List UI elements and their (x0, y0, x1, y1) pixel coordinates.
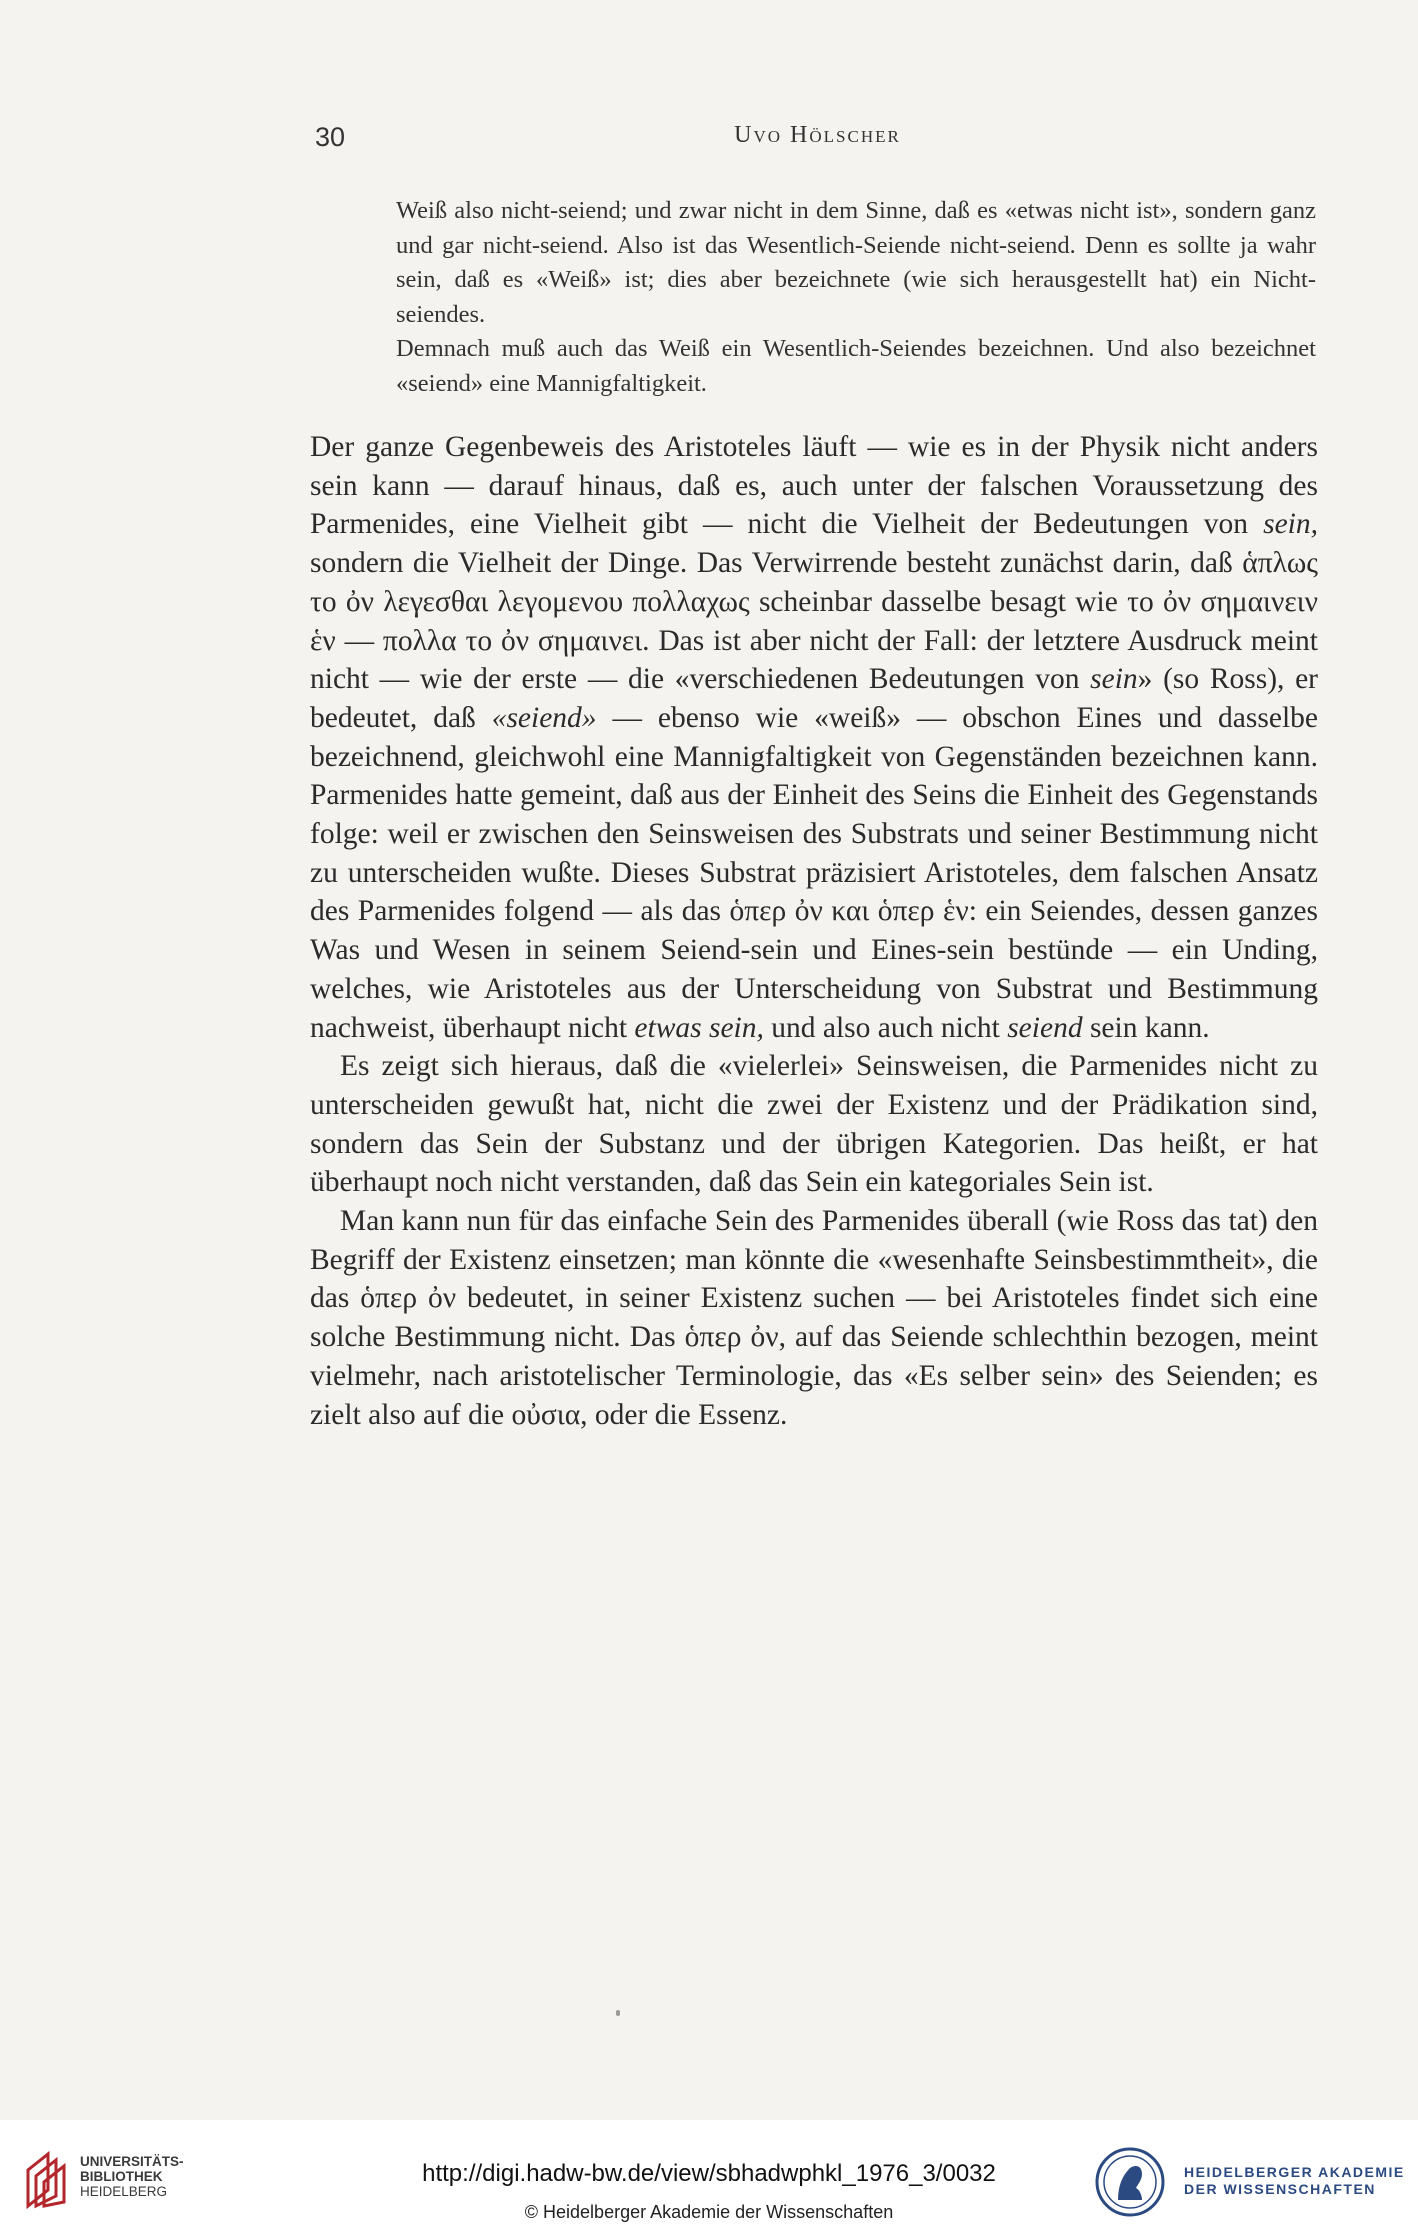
italic-text: sein, (1263, 508, 1318, 541)
footer-bar (0, 2120, 1418, 2240)
running-head: Uvo Hölscher (734, 122, 901, 148)
library-name-line: BIBLIOTHEK (80, 2169, 163, 2184)
library-name-line: UNIVERSITÄTS- (80, 2154, 184, 2169)
text-run: sondern die Vielheit der Dinge. Das Verwirrende besteht zunächst darin, daß ἁπλως το ὀν λεγεσθαι λεγομενου πολλαχως scheinbar dasselbe besagt wie το ὀν σημαινειν ἑν — πολλα το ὀν σημαινει. Das ist aber nicht der Fall: der letztere Ausdruck meint nicht — wie der erste — die «verschiedenen Bedeutungen von (310, 547, 1318, 696)
page-number: 30 (315, 122, 346, 152)
text-run: sein kann. (1082, 1011, 1210, 1044)
academy-name-line: HEIDELBERGER AKADEMIE (1184, 2164, 1405, 2180)
library-name-line: HEIDELBERG (80, 2184, 168, 2199)
italic-text: seiend (1007, 1011, 1083, 1044)
block-quote (396, 194, 1316, 401)
academy-name-line: DER WISSENSCHAFTEN (1184, 2181, 1376, 2197)
permalink-url[interactable]: http://digi.hadw-bw.de/view/sbhadwphkl_1976_3/0032 (422, 2160, 996, 2187)
italic-text: «seiend» (491, 701, 597, 734)
scan-speck (616, 2010, 620, 2016)
quote-paragraph: Weiß also nicht-seiend; und zwar nicht in dem Sinne, daß es «etwas nicht ist», sondern ganz und gar nicht-seiend. Also ist das Wesentlich-Seiende nicht-seiend. Denn es sollte ja wahr sein, daß es «Weiß» ist; dies aber bezeichnete (wie sich herausgestellt hat) ein Nicht-seiendes. (396, 197, 1316, 328)
body-paragraph (310, 428, 1318, 1047)
italic-text: sein (1090, 663, 1138, 696)
text-run: — ebenso wie «weiß» — obschon Eines und dasselbe bezeichnend, gleichwohl eine Mannigfaltigkeit von Gegenständen bezeichnen kann. Parmenides hatte gemeint, daß aus der Einheit des Seins die Einheit des Gegenstands folge: weil er zwischen den Seinsweisen des Substrats und seiner Bestimmung nicht zu unterscheiden wußte. Dieses Substrat präzisiert Aristoteles, dem falschen Ansatz des Parmenides folgend — als das ὁπερ ὀν και ὁπερ ἑν: ein Seiendes, dessen ganzes Was und Wesen in seinem Seiend-sein und Eines-sein bestünde — ein Unding, welches, wie Aristoteles aus der Unterscheidung von Substrat und Bestimmung nachweist, überhaupt nicht (310, 701, 1318, 1044)
text-run: Der ganze Gegenbeweis des Aristoteles läuft — wie es in der Physik nicht anders sein kann — darauf hinaus, daß es, auch unter der falschen Voraussetzung des Parmenides, eine Vielheit gibt — nicht die Vielheit der Bedeutungen von (310, 431, 1318, 541)
text-run: » (so Ross), er bedeutet, daß (310, 663, 1318, 734)
text-run: Man kann nun für das einfache Sein des Parmenides überall (wie Ross das tat) den Begriff der Existenz einsetzen; man könnte die «wesenhafte Seinsbestimmtheit», die das ὁπερ ὀν bedeutet, in seiner Existenz suchen — bei Aristoteles findet sich eine solche Bestimmung nicht. Das ὁπερ ὀν, auf das Seiende schlechthin bezogen, meint vielmehr, nach aristotelischer Terminologie, das «Es selber sein» des Seienden; es zielt also auf die οὐσια, oder die Essenz. (310, 1205, 1318, 1431)
italic-text: etwas sein, (634, 1011, 764, 1044)
body-paragraph (310, 1047, 1318, 1202)
text-run: Es zeigt sich hieraus, daß die «vielerlei» Seinsweisen, die Parmenides nicht zu unterscheiden gewußt hat, nicht die zwei der Existenz und der Prädikation sind, sondern das Sein der Substanz und der übrigen Kategorien. Das heißt, er hat überhaupt noch nicht verstanden, daß das Sein ein kategoriales Sein ist. (310, 1050, 1318, 1199)
body-paragraph (310, 1202, 1318, 1434)
text-run: und also auch nicht (763, 1011, 1008, 1044)
academy-seal-icon (1094, 2146, 1166, 2218)
copyright-notice: © Heidelberger Akademie der Wissenschaften (524, 2202, 894, 2222)
academy-name (1184, 2164, 1405, 2198)
page-header (315, 122, 1320, 162)
body-text (310, 428, 1318, 1434)
quote-paragraph: Demnach muß auch das Weiß ein Wesentlich-Seiendes bezeichnen. Und also bezeichnet «seiend» eine Mannigfaltigkeit. (396, 335, 1316, 397)
